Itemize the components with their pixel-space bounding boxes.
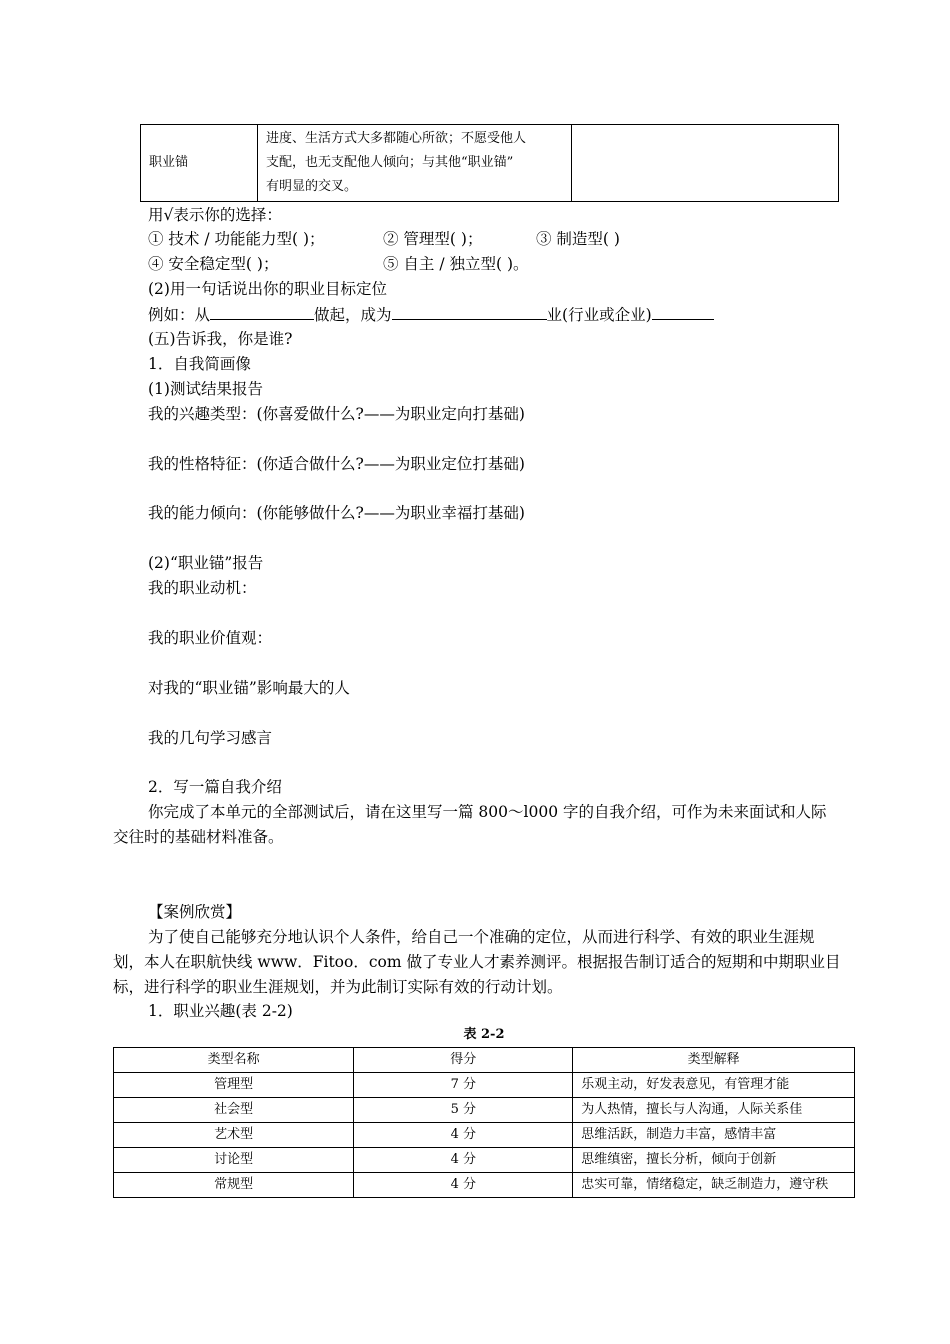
career-anchor-table (140, 124, 839, 202)
description-cell: 忠实可靠，情绪稳定，缺乏制造力，遵守秩 (573, 1173, 855, 1198)
thoughts-line: 我的几句学习感言 (148, 729, 273, 747)
anchor-report-heading: (2)“职业锚”报告 (148, 554, 264, 572)
score-cell: 4 分 (354, 1173, 573, 1198)
choice-intro: 用√表示你的选择： (148, 206, 282, 224)
anchor-label-cell: 职业锚 (141, 125, 258, 202)
personality-line: 我的性格特征：(你适合做什么?——为职业定位打基础) (148, 455, 525, 473)
type-name-cell: 常规型 (114, 1173, 354, 1198)
description-cell: 思维活跃，制造力丰富，感情丰富 (573, 1123, 855, 1148)
score-cell: 5 分 (354, 1098, 573, 1123)
interest-heading: 1．职业兴趣(表 2-2) (148, 1002, 293, 1020)
description-cell: 思维缜密，擅长分析，倾向于创新 (573, 1148, 855, 1173)
anchor-description-cell (258, 125, 572, 202)
blank-line (210, 303, 314, 320)
table-row (114, 1148, 855, 1173)
table-caption: 表 2-2 (463, 1027, 505, 1042)
goal-prefix: 例如：从 (148, 306, 211, 324)
item-one-heading: 1．自我简画像 (148, 355, 251, 373)
option-manufacturing: ③ 制造型( ) (536, 230, 620, 248)
score-cell: 7 分 (354, 1073, 573, 1098)
case-title: 【案例欣赏】 (148, 903, 242, 921)
blank-line (652, 303, 714, 320)
description-cell: 乐观主动，好发表意见，有管理才能 (573, 1073, 855, 1098)
values-line: 我的职业价值观： (148, 629, 273, 647)
score-cell: 4 分 (354, 1148, 573, 1173)
intro-paragraph: 你完成了本单元的全部测试后，请在这里写一篇 800～l000 字的自我介绍，可作为未来面试和人际交往时的基础材料准备。 (113, 803, 827, 846)
goal-middle: 做起，成为 (314, 306, 392, 324)
type-name-cell: 管理型 (114, 1073, 354, 1098)
type-name-cell: 艺术型 (114, 1123, 354, 1148)
score-cell: 4 分 (354, 1123, 573, 1148)
table-header-row (114, 1048, 855, 1073)
option-management: ② 管理型( )； (383, 230, 483, 248)
table-row (114, 1073, 855, 1098)
case-paragraph: 为了使自己能够充分地认识个人条件，给自己一个准确的定位，从而进行科学、有效的职业生涯规划，本人在职航快线 www．Fitoo．com 做了专业人才素养测评。根据报告制订适合的短期和中期职业目标，进行科学的职业生涯规划，并为此制订实际有效的行动计划。 (113, 928, 841, 996)
table-row (114, 1098, 855, 1123)
table-row (141, 125, 839, 202)
type-name-cell: 讨论型 (114, 1148, 354, 1173)
empty-cell (572, 125, 839, 202)
ability-line: 我的能力倾向：(你能够做什么?——为职业幸福打基础) (148, 504, 525, 522)
section-five-title: (五)告诉我，你是谁? (148, 330, 293, 348)
header-description: 类型解释 (573, 1048, 855, 1073)
header-type-name: 类型名称 (114, 1048, 354, 1073)
option-security: ④ 安全稳定型( )； (148, 255, 279, 273)
influence-line: 对我的“职业锚”影响最大的人 (148, 679, 350, 697)
option-tech: ① 技术 / 功能能力型( )； (148, 230, 325, 248)
interest-line: 我的兴趣类型：(你喜爱做什么?——为职业定向打基础) (148, 405, 525, 423)
goal-heading: (2)用一句话说出你的职业目标定位 (148, 280, 387, 298)
option-autonomy: ⑤ 自主 / 独立型( )。 (383, 255, 529, 273)
table-row (114, 1123, 855, 1148)
item-two-heading: 2．写一篇自我介绍 (148, 778, 282, 796)
description-line: 支配，也无支配他人倾向；与其他“职业锚” (266, 155, 514, 170)
motivation-line: 我的职业动机： (148, 579, 257, 597)
test-report-heading: (1)测试结果报告 (148, 380, 263, 398)
goal-example (148, 303, 714, 326)
goal-suffix: 业(行业或企业) (546, 306, 652, 324)
description-cell: 为人热情，擅长与人沟通，人际关系佳 (573, 1098, 855, 1123)
table-row (114, 1173, 855, 1198)
description-line: 有明显的交叉。 (266, 179, 358, 194)
blank-line (392, 303, 547, 320)
type-name-cell: 社会型 (114, 1098, 354, 1123)
description-line: 进度、生活方式大多都随心所欲；不愿受他人 (266, 131, 527, 146)
header-score: 得分 (354, 1048, 573, 1073)
interest-table (113, 1047, 855, 1198)
